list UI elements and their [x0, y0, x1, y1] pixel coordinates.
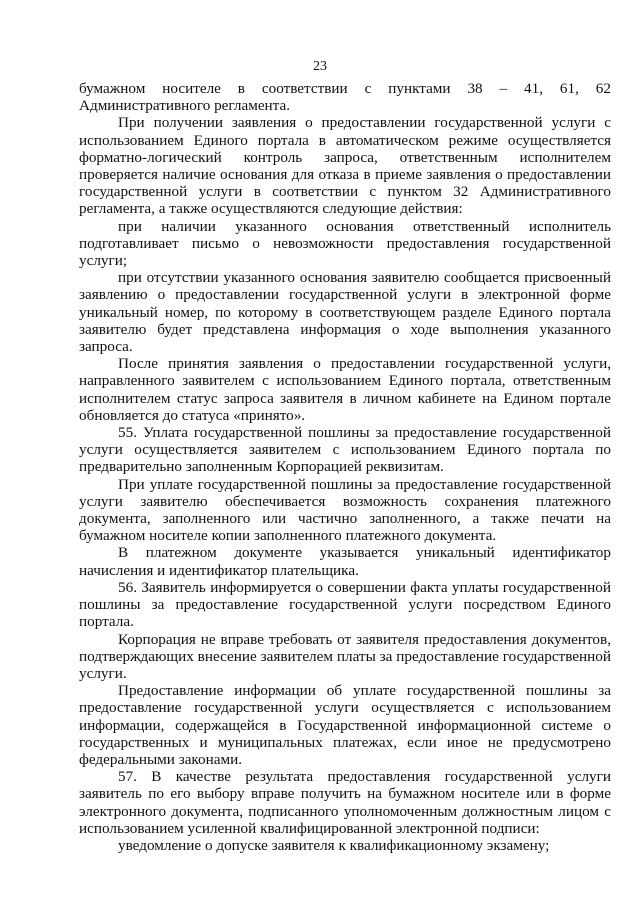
document-body: [79, 80, 611, 854]
paragraph: бумажном носителе в соответствии с пунктами 38 – 41, 61, 62 Административного регламента.: [79, 80, 611, 115]
paragraph: при отсутствии указанного основания заявителю сообщается присвоенный заявлению о предоставлении государственной услуги в электронной форме уникальный номер, по которому в соответствующем разделе Единого портала заявителю будет представлена информация о ходе выполнения указанного запроса.: [79, 269, 611, 356]
paragraph: Предоставление информации об уплате государственной пошлины за предоставление государственной услуги осуществляется с использованием информации, содержащейся в Государственной информационной системе о государственных и муниципальных платежах, если иное не предусмотрено федеральными законами.: [79, 682, 611, 768]
paragraph: Корпорация не вправе требовать от заявителя предоставления документов, подтверждающих внесение заявителем платы за предоставление государственной услуги.: [79, 630, 611, 682]
paragraph: В платежном документе указывается уникальный идентификатор начисления и идентификатор плательщика.: [79, 544, 611, 579]
paragraph: 57. В качестве результата предоставления государственной услуги заявитель по его выбору вправе получить на бумажном носителе или в форме электронного документа, подписанного уполномоченным должностным лицом с использованием усиленной квалифицированной электронной подписи:: [79, 768, 611, 837]
paragraph: уведомление о допуске заявителя к квалификационному экзамену;: [118, 836, 550, 854]
paragraph: 56. Заявитель информируется о совершении факта уплаты государственной пошлины за предоставление государственной услуги посредством Единого портала.: [79, 578, 611, 631]
page-number: 23: [313, 59, 327, 74]
paragraph: При уплате государственной пошлины за предоставление государственной услуги заявителю обеспечивается возможность сохранения платежного документа, заполненного или частично заполненного, а также печати на бумажном носителе копии заполненного платежного документа.: [79, 475, 611, 545]
paragraph: После принятия заявления о предоставлении государственной услуги, направленного заявителем с использованием Единого портала, ответственным исполнителем статус запроса заявителя в личном кабинете на Едином портале обновляется до статуса «принято».: [79, 355, 611, 424]
paragraph: При получении заявления о предоставлении государственной услуги с использованием Единого портала в автоматическом режиме осуществляется форматно-логический контроль запроса, ответственным исполнителем проверяется наличие основания для отказа в приеме заявления о предоставлении государственной услуги в соответствии с пунктом 32 Административного регламента, а также осуществляются следующие действия:: [79, 114, 611, 218]
paragraph: 55. Уплата государственной пошлины за предоставление государственной услуги осуществляется заявителем с использованием Единого портала по предварительно заполненным Корпорацией реквизитам.: [79, 424, 611, 476]
paragraph: при наличии указанного основания ответственный исполнитель подготавливает письмо о невозможности предоставления государственной услуги;: [79, 217, 611, 270]
